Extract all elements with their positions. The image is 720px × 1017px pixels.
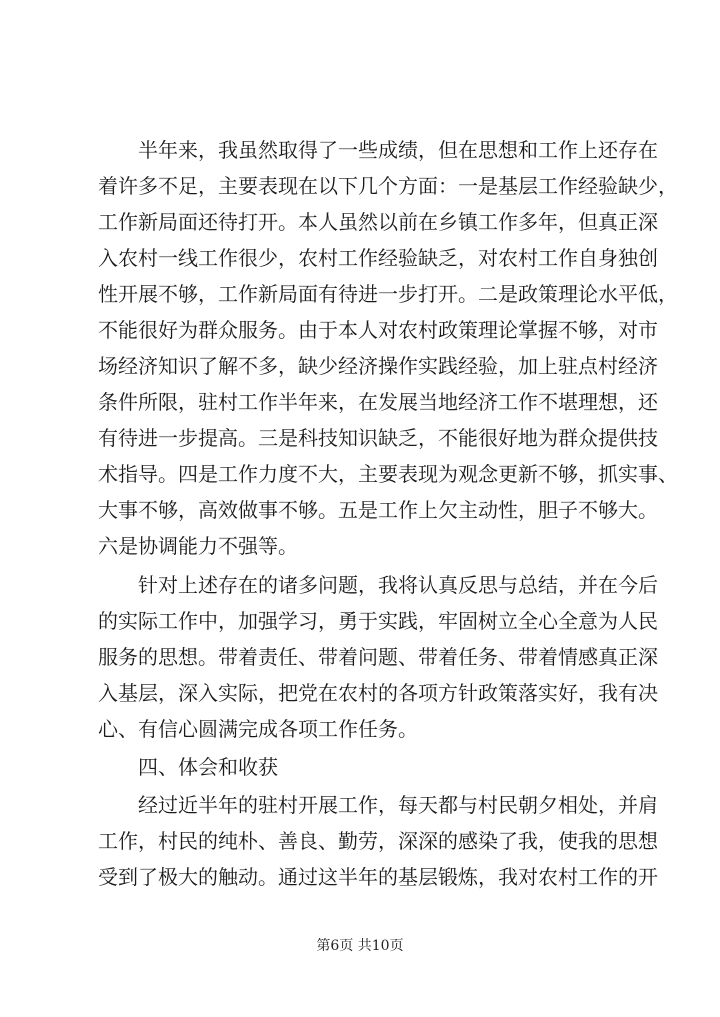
text-line: 场经济知识了解不多，缺少经济操作实践经验，加上驻点村经济 [98, 354, 658, 378]
text-line: 受到了极大的触动。通过这半年的基层锻炼，我对农村工作的开 [98, 865, 658, 889]
text-line: 心、有信心圆满完成各项工作任务。 [98, 717, 418, 741]
text-line: 入农村一线工作很少，农村工作经验缺乏，对农村工作自身独创 [98, 246, 658, 270]
text-line: 针对上述存在的诸多问题，我将认真反思与总结，并在今后 [98, 573, 658, 597]
text-line: 有待进一步提高。三是科技知识缺乏，不能很好地为群众提供技 [98, 426, 658, 450]
text-line: 六是协调能力不强等。 [98, 534, 298, 558]
text-line: 工作，村民的纯朴、善良、勤劳，深深的感染了我，使我的思想 [98, 829, 658, 853]
text-line: 大事不够，高效做事不够。五是工作上欠主动性，胆子不够大。 [98, 498, 658, 522]
text-line: 工作新局面还待打开。本人虽然以前在乡镇工作多年，但真正深 [98, 210, 658, 234]
text-line: 着许多不足，主要表现在以下几个方面：一是基层工作经验缺少， [98, 174, 678, 198]
text-line: 入基层，深入实际，把党在农村的各项方针政策落实好，我有决 [98, 681, 658, 705]
text-line: 的实际工作中，加强学习，勇于实践，牢固树立全心全意为人民 [98, 609, 658, 633]
text-line: 条件所限，驻村工作半年来，在发展当地经济工作不堪理想，还 [98, 390, 658, 414]
text-line: 不能很好为群众服务。由于本人对农村政策理论掌握不够，对市 [98, 318, 658, 342]
text-line: 性开展不够，工作新局面有待进一步打开。二是政策理论水平低， [98, 282, 678, 306]
text-line: 术指导。四是工作力度不大，主要表现为观念更新不够，抓实事、 [98, 462, 678, 486]
section-heading: 四、体会和收获 [98, 755, 278, 779]
text-line: 服务的思想。带着责任、带着问题、带着任务、带着情感真正深 [98, 645, 658, 669]
page-footer: 第6页 共10页 [316, 938, 404, 954]
text-line: 半年来，我虽然取得了一些成绩，但在思想和工作上还存在 [98, 138, 658, 162]
text-line: 经过近半年的驻村开展工作，每天都与村民朝夕相处，并肩 [98, 793, 658, 817]
